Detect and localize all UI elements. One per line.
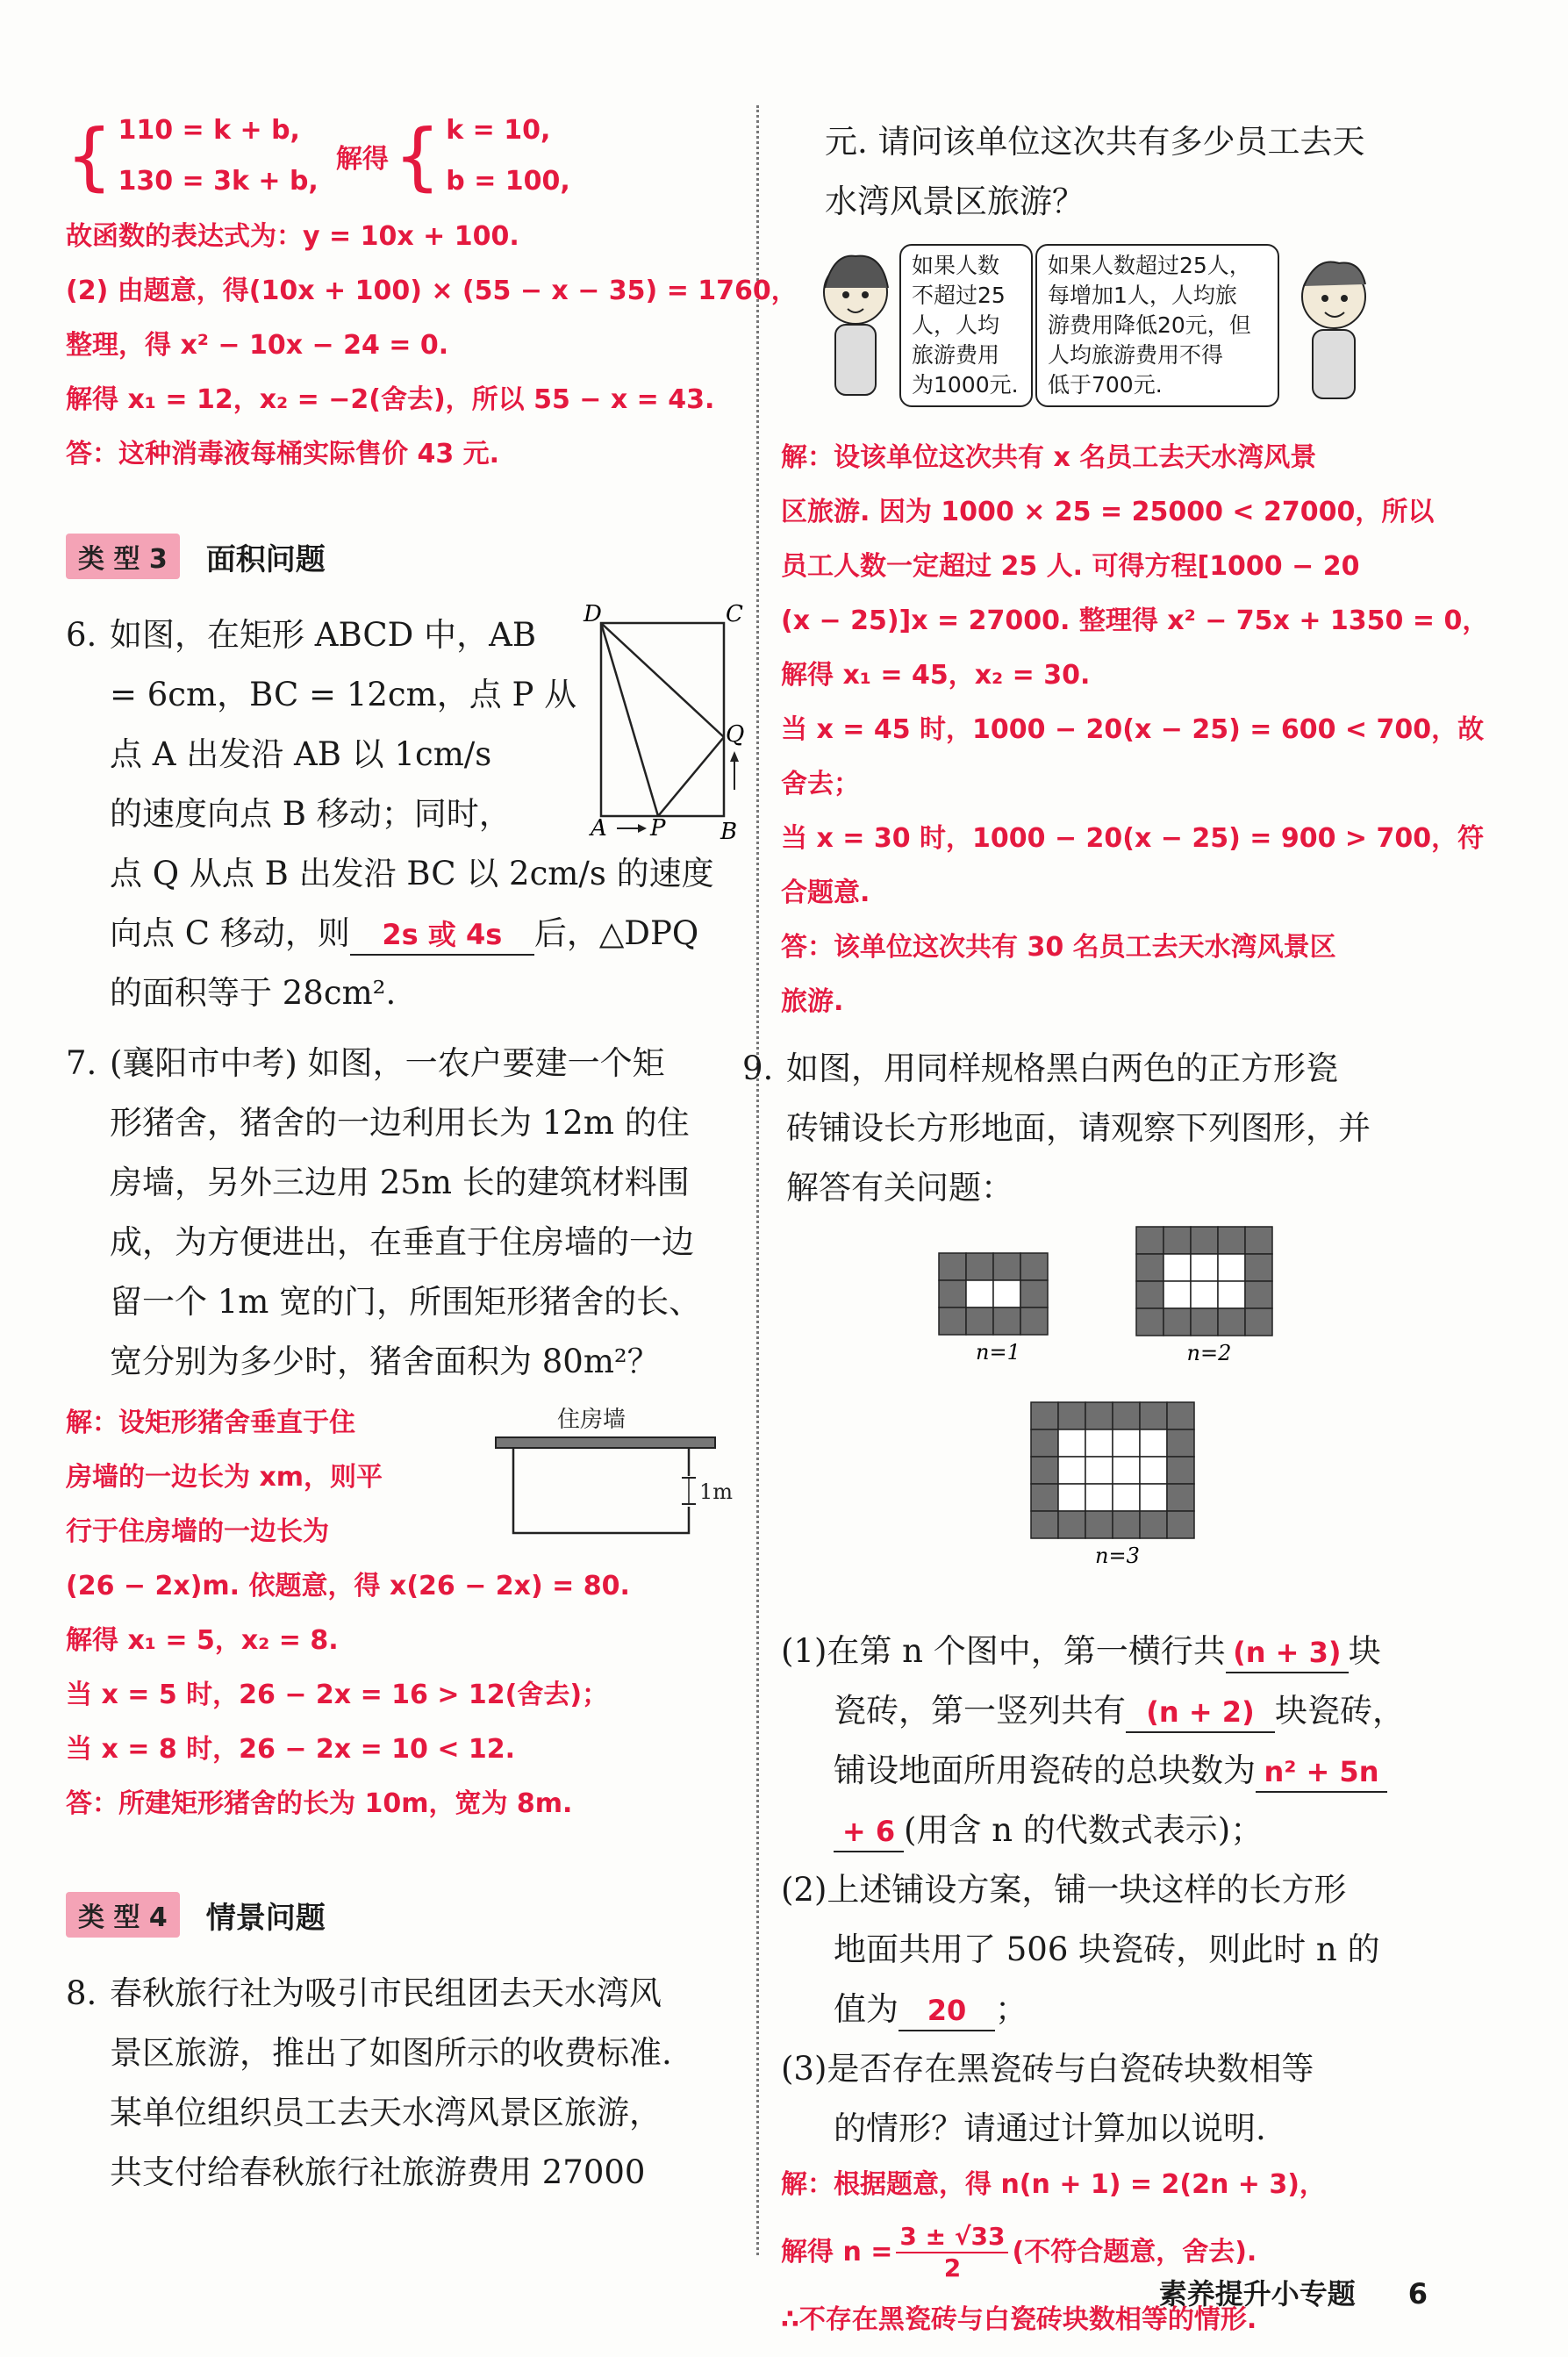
- label-p: P: [650, 815, 666, 842]
- black-tile: [1085, 1402, 1113, 1429]
- question-9-solution: 解：根据题意，得 n(n + 1) = 2(2n + 3)， 解得 n = $\frac{3 \pm √33}{2}$ (不符合题意，舍去). ∴不存在黑瓷砖与白瓷砖块数相等的情形.: [781, 2169, 1326, 2335]
- black-tile: [1218, 1227, 1245, 1254]
- section-title: 面积问题: [205, 541, 326, 577]
- black-tile: [1113, 1402, 1140, 1429]
- black-tile: [1167, 1429, 1194, 1457]
- question-8-solution: 解：设该单位这次共有 x 名员工去天水湾风景 区旅游. 因为 1000 × 25 = 25000 < 27000，所以 员工人数一定超过 25 人. 可得方程[1000 − 20 (x − 25)]x = 27000. 整理得 x² − 75x + 1350 = 0， 解得 x₁ = 45，x₂ = 30. 当 x = 45 时，1000 − 20(x − 25) = 600 < 700，故 舍去； 当 x = 30 时，1000 − 20(x − 25) = 900 > 700，符 合题意. 答：该单位这次共有 30 名员工去天水湾风景区 旅游.: [781, 442, 1489, 1017]
- black-tile: [1020, 1280, 1048, 1307]
- speech-bubble-2: 如果人数超过25人， 每增加1人，人均旅 游费用降低20元，但 人均旅游费用不得 低于700元.: [1035, 244, 1279, 407]
- question-number: 6.: [66, 616, 97, 654]
- white-tile: [1113, 1457, 1140, 1484]
- label-a: A: [591, 815, 607, 842]
- black-tile: [1140, 1402, 1167, 1429]
- page-footer: [1159, 2272, 1428, 2312]
- white-tile: [1085, 1429, 1113, 1457]
- answer-blank-row: (n + 3): [1226, 1633, 1349, 1673]
- black-tile: [1031, 1511, 1058, 1538]
- black-tile: [1167, 1402, 1194, 1429]
- black-tile: [1020, 1253, 1048, 1280]
- question-9-parts: (1)在第 n 个图中，第一横行共 (n + 3) 块 瓷砖，第一竖列共有 (n + 2) 块瓷砖， 铺设地面所用瓷砖的总块数为 n² + 5n + 6 (用含 n 的代数式表示)； (2)上述铺设方案，铺一块这样的长方形 地面共用了 506 块瓷砖，则此时 n 的 值为 20 ； (3)是否存在黑瓷砖与白瓷砖块数相等 的情形？请通过计算加以说明.: [781, 1632, 1405, 2147]
- section-title: 情景问题: [205, 1900, 326, 1936]
- black-tile: [1085, 1511, 1113, 1538]
- pigpen-figure: [487, 1406, 741, 1555]
- white-tile: [1058, 1429, 1085, 1457]
- white-tile: [1058, 1484, 1085, 1511]
- answer-blank-n: 20: [899, 1991, 995, 2031]
- figure-label: n=1: [976, 1340, 1020, 1365]
- section-badge: 类 型 3: [66, 534, 180, 579]
- answer-blank: 2s 或 4s: [350, 915, 534, 956]
- label-b: B: [720, 819, 738, 845]
- wall-label: 住房墙: [557, 1407, 626, 1433]
- question-6: D C Q A P B 6. 如图，在矩形 ABCD 中，AB = 6cm，BC = 12cm，点 P 从 点 A 出发沿 AB 以 1cm/s 的速度向点 B 移动；同时， 点 Q 从点 B 出发沿 BC 以 2cm/s 的速度 向点 C 移动，则 2s 或 4s 后，△DPQ 的面积等于 28cm².: [66, 601, 745, 1012]
- black-tile: [1140, 1511, 1167, 1538]
- question-number: 9.: [742, 1050, 774, 1087]
- system-sol-2: b = 100,: [446, 166, 570, 197]
- white-tile: [1058, 1457, 1085, 1484]
- black-tile: [1245, 1308, 1272, 1336]
- fraction: $\frac{3 \pm √33}{2}$: [896, 2222, 1008, 2283]
- black-tile: [1031, 1484, 1058, 1511]
- right-column: [742, 112, 1489, 2357]
- black-tile: [993, 1307, 1020, 1335]
- black-tile: [1031, 1457, 1058, 1484]
- black-tile: [1058, 1402, 1085, 1429]
- white-tile: [1191, 1254, 1218, 1281]
- question-number: 7.: [66, 1044, 97, 1082]
- door-label: 1m: [699, 1479, 734, 1504]
- black-tile: [993, 1253, 1020, 1280]
- white-tile: [1113, 1484, 1140, 1511]
- black-tile: [939, 1253, 966, 1280]
- white-tile: [1140, 1429, 1167, 1457]
- black-tile: [939, 1307, 966, 1335]
- left-column: [66, 105, 798, 2203]
- black-tile: [1191, 1227, 1218, 1254]
- black-tile: [1113, 1511, 1140, 1538]
- white-tile: [1140, 1457, 1167, 1484]
- black-tile: [1167, 1457, 1194, 1484]
- black-tile: [1245, 1254, 1272, 1281]
- white-tile: [1191, 1281, 1218, 1308]
- black-tile: [939, 1280, 966, 1307]
- white-tile: [1140, 1484, 1167, 1511]
- girl-cartoon-icon: [816, 244, 895, 411]
- question-9: 9. 如图，用同样规格黑白两色的正方形瓷 砖铺设长方形地面，请观察下列图形，并 解答有关问题：: [742, 1039, 1448, 1218]
- solution-line: 整理，得 x² − 10x − 24 = 0.: [66, 330, 449, 361]
- white-tile: [1085, 1457, 1113, 1484]
- black-tile: [1191, 1308, 1218, 1336]
- black-tile: [1136, 1281, 1163, 1308]
- black-tile: [1136, 1254, 1163, 1281]
- black-tile: [1163, 1227, 1191, 1254]
- black-tile: [1031, 1429, 1058, 1457]
- black-tile: [1136, 1308, 1163, 1336]
- footer-label: 素养提升小专题: [1158, 2277, 1356, 2310]
- answer-blank-total-a: n² + 5n: [1256, 1752, 1387, 1793]
- tile-pattern-figures: [781, 1227, 1448, 1613]
- black-tile: [1218, 1308, 1245, 1336]
- black-tile: [1245, 1227, 1272, 1254]
- white-tile: [1163, 1254, 1191, 1281]
- system-eq-2: 130 = 3k + b,: [118, 166, 319, 197]
- black-tile: [1163, 1308, 1191, 1336]
- cartoon-illustration: [781, 244, 1448, 419]
- section-heading-3: [66, 534, 741, 579]
- solve-label: 解得: [335, 144, 389, 175]
- white-tile: [1218, 1281, 1245, 1308]
- answer-blank-total-b: + 6: [834, 1812, 904, 1852]
- system-eq-1: 110 = k + b,: [118, 115, 300, 146]
- black-tile: [1136, 1227, 1163, 1254]
- label-c: C: [726, 601, 743, 627]
- solution-line: 故函数的表达式为：y = 10x + 100.: [66, 221, 519, 252]
- label-d: D: [584, 601, 602, 627]
- black-tile: [966, 1307, 993, 1335]
- question-7-solution: 住房墙 1m 解：设矩形猪舍垂直于住 房墙的一边长为 xm，则平 行于住房墙的一边长为 (26 − 2x)m. 依题意，得 x(26 − 2x) = 80. 解得 x₁ = 5，x₂ = 8. 当 x = 5 时，26 − 2x = 16 > 12(舍去)； 当 x = 8 时，26 − 2x = 10 < 12. 答：所建矩形猪舍的长为 10m，宽为 8m.: [66, 1406, 741, 1822]
- label-q: Q: [726, 721, 745, 748]
- white-tile: [993, 1280, 1020, 1307]
- white-tile: [1163, 1281, 1191, 1308]
- section-badge: 类 型 4: [66, 1892, 180, 1938]
- white-tile: [1218, 1254, 1245, 1281]
- black-tile: [1020, 1307, 1048, 1335]
- speech-bubble-1: 如果人数 不超过25 人，人均 旅游费用 为1000元.: [899, 244, 1033, 407]
- question-7: 7. (襄阳市中考) 如图，一农户要建一个矩 形猪舍，猪舍的一边利用长为 12m 的住 房墙，另外三边用 25m 长的建筑材料围 成，为方便进出，在垂直于住房墙的一边 留一个 1m 宽的门，所围矩形猪舍的长、 宽分别为多少时，猪舍面积为 80m²？: [66, 1034, 741, 1392]
- figure-label: n=3: [1095, 1544, 1140, 1568]
- black-tile: [1167, 1484, 1194, 1511]
- question-8: 8. 春秋旅行社为吸引市民组团去天水湾风 景区旅游，推出了如图所示的收费标准. 某单位组织员工去天水湾风景区旅游， 共支付给春秋旅行社旅游费用 27000: [66, 1964, 741, 2203]
- answer-blank-column: (n + 2): [1126, 1693, 1275, 1733]
- section-heading-4: [66, 1892, 741, 1938]
- equation-system: { 110 = k + b, 130 = 3k + b, 解得 { k = 10, b = 100,: [66, 105, 741, 207]
- white-tile: [966, 1280, 993, 1307]
- white-tile: [1085, 1484, 1113, 1511]
- black-tile: [966, 1253, 993, 1280]
- question-number: 8.: [66, 1974, 97, 2012]
- boy-cartoon-icon: [1290, 244, 1378, 411]
- figure-label: n=2: [1186, 1341, 1232, 1365]
- solution-line: (2) 由题意，得(10x + 100) × (55 − x − 35) = 1760，: [66, 276, 798, 306]
- rectangle-abcd-figure: [575, 601, 745, 851]
- black-tile: [1058, 1511, 1085, 1538]
- black-tile: [1245, 1281, 1272, 1308]
- white-tile: [1113, 1429, 1140, 1457]
- solution-line: 解得 x₁ = 12，x₂ = −2(舍去)，所以 55 − x = 43.: [66, 384, 715, 415]
- page-number: 6: [1407, 2277, 1428, 2310]
- question-8-continued: 元. 请问该单位这次共有多少员工去天 水湾风景区旅游？: [825, 123, 1365, 220]
- black-tile: [1031, 1402, 1058, 1429]
- black-tile: [1167, 1511, 1194, 1538]
- solution-line: 答：这种消毒液每桶实际售价 43 元.: [66, 439, 500, 469]
- system-sol-1: k = 10,: [446, 115, 551, 146]
